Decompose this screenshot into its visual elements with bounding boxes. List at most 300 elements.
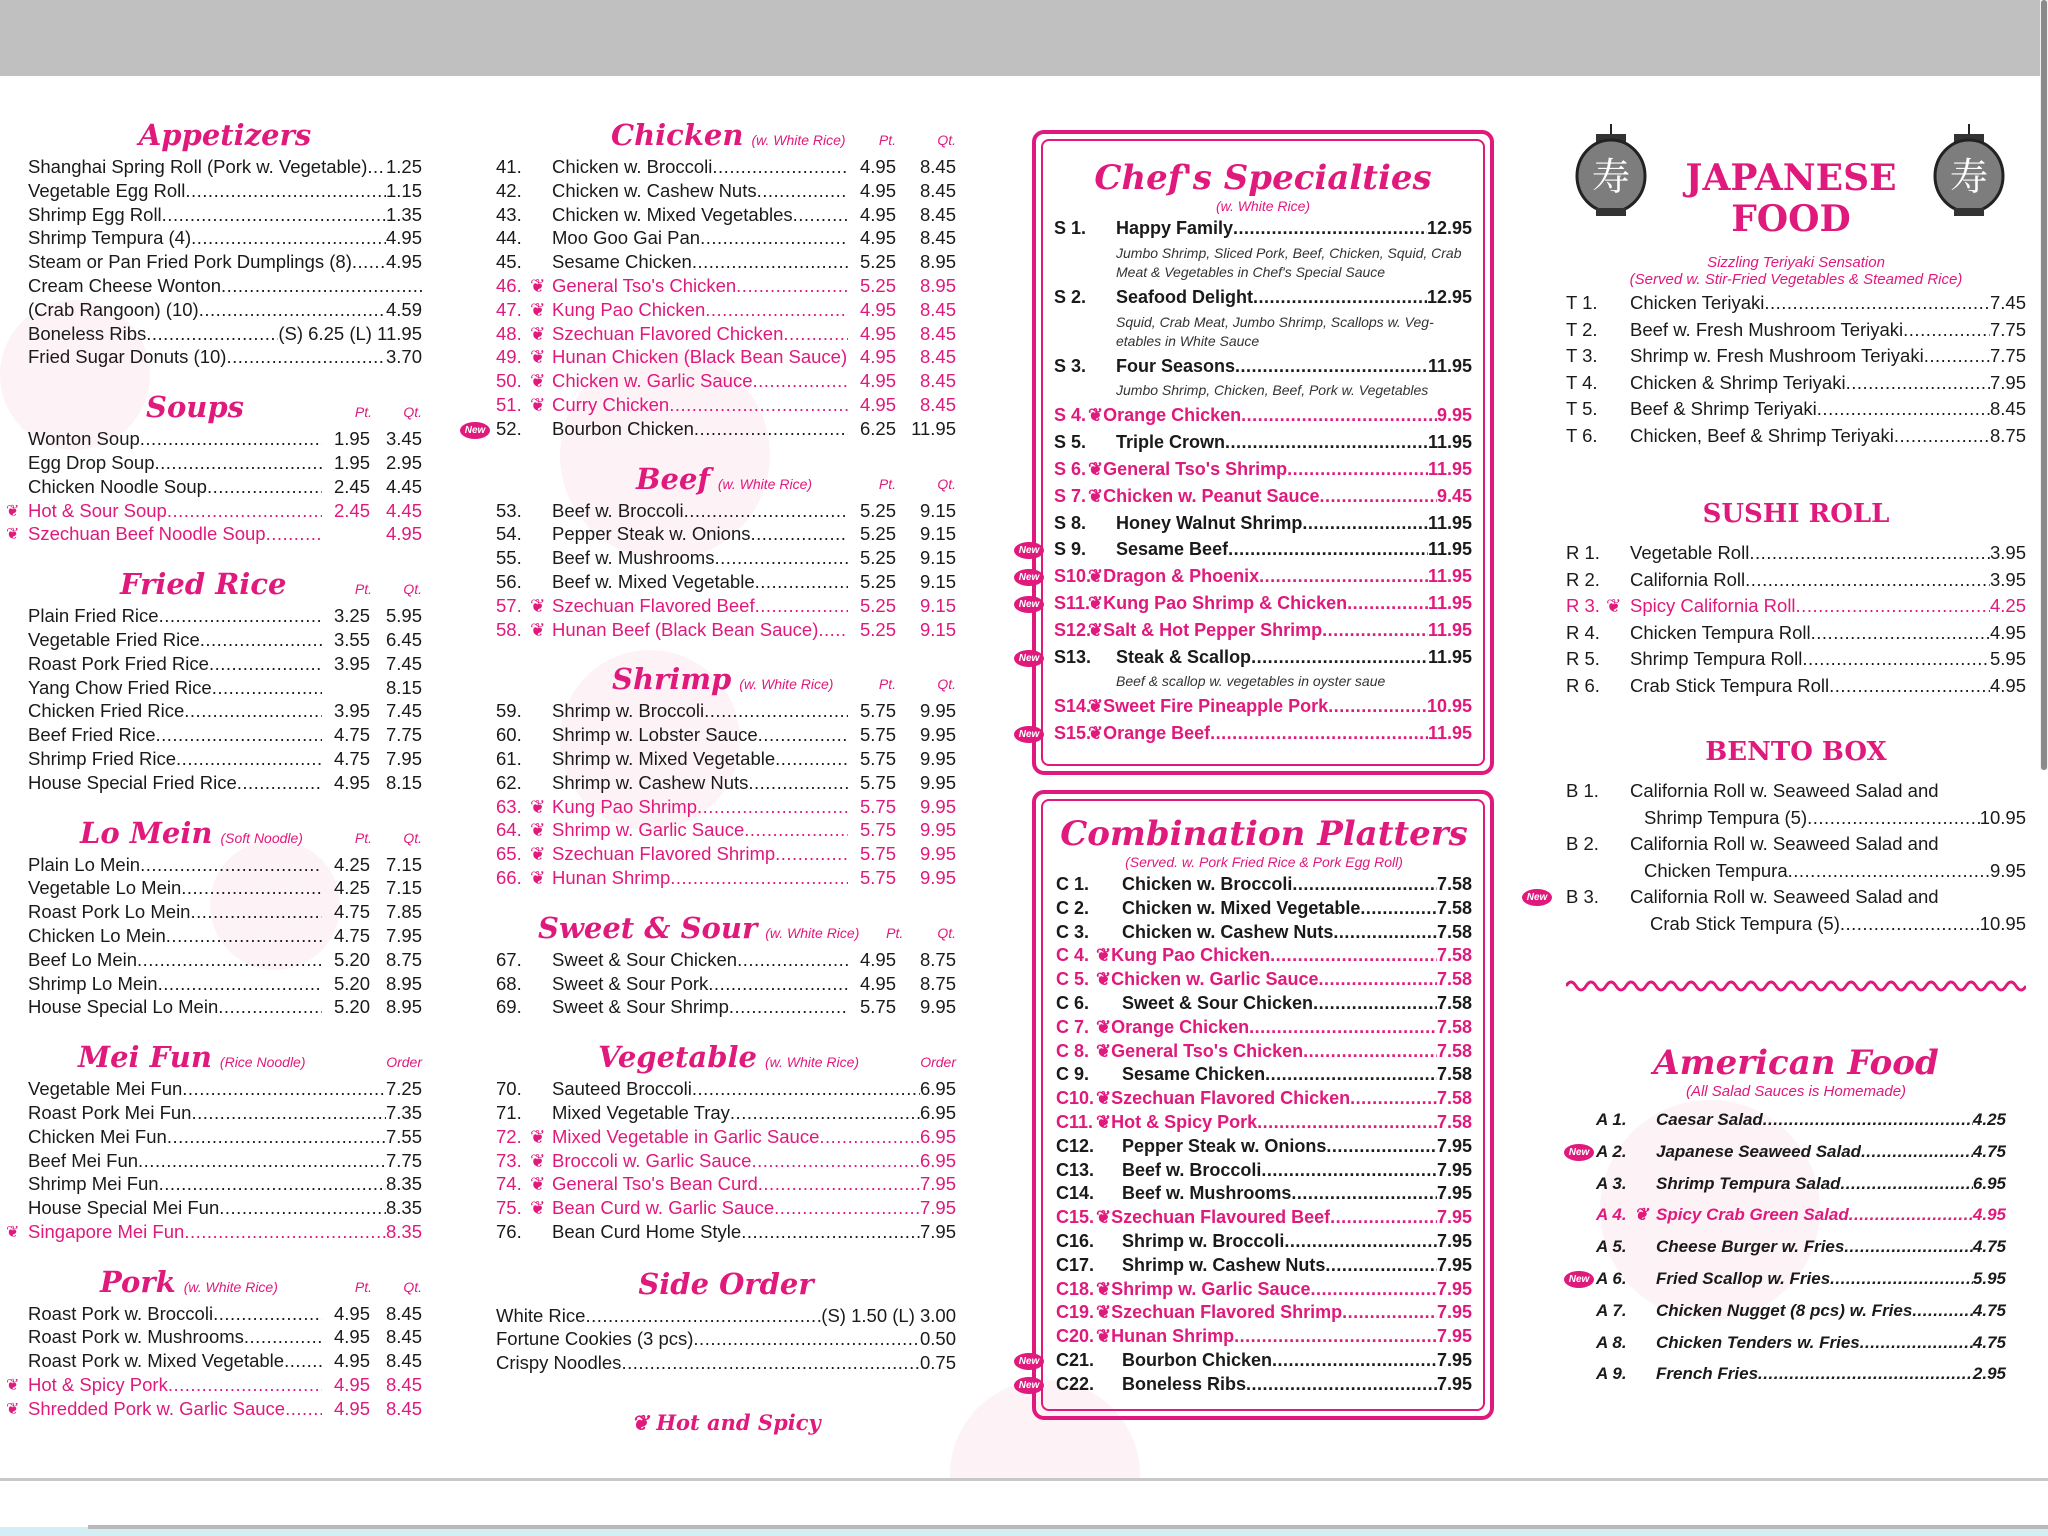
- new-badge: New: [1522, 889, 1552, 906]
- item-name-cont: Shrimp Tempura (5): [1644, 806, 1808, 828]
- leader-dots: [1234, 1326, 1437, 1347]
- menu-item[interactable]: [28, 299, 422, 323]
- menu-item[interactable]: [496, 973, 956, 997]
- item-price: 7.58: [1436, 1040, 1472, 1061]
- item-name: Hot & Spicy Pork: [28, 1374, 168, 1396]
- menu-item[interactable]: [1056, 1017, 1472, 1041]
- menu-item[interactable]: [28, 901, 422, 925]
- leader-dots: [1259, 566, 1428, 587]
- item-name: Shrimp w. Garlic Sauce: [1111, 1278, 1311, 1299]
- menu-item[interactable]: [1566, 1205, 2026, 1237]
- menu-item[interactable]: [1566, 1364, 2026, 1396]
- item-name: Chicken w. Mixed Vegetables: [552, 203, 793, 225]
- qt-header: Qt.: [403, 581, 422, 598]
- menu-item[interactable]: [496, 1352, 956, 1376]
- menu-item[interactable]: [496, 227, 956, 251]
- menu-item[interactable]: [1018, 592, 1472, 620]
- item-price-qt: 7.15: [385, 877, 422, 899]
- item-number: 71.: [496, 1101, 522, 1123]
- menu-item[interactable]: [1054, 218, 1472, 245]
- hot-pepper-icon: ❦: [530, 866, 546, 888]
- leader-dots: [158, 973, 322, 995]
- section-title: American Food: [1653, 1043, 1939, 1083]
- item-price-qt: 2.95: [385, 451, 422, 473]
- menu-item[interactable]: [6, 523, 422, 547]
- menu-item[interactable]: [1566, 1301, 2026, 1333]
- menu-item[interactable]: [1566, 1142, 2026, 1174]
- menu-item[interactable]: [6, 1220, 422, 1245]
- item-price: 11.95: [1427, 512, 1472, 533]
- menu-item[interactable]: [1566, 569, 2026, 596]
- leader-dots: [184, 700, 322, 722]
- item-price-qt: 9.15: [919, 499, 956, 521]
- menu-item[interactable]: [28, 629, 422, 653]
- hot-pepper-icon: ❦: [1096, 1326, 1112, 1347]
- menu-item[interactable]: [1056, 1231, 1472, 1255]
- menu-item[interactable]: [28, 724, 422, 748]
- japanese-food-title: [1656, 158, 1926, 241]
- item-price-pt: 4.95: [333, 1350, 370, 1372]
- leader-dots: [1841, 1174, 1973, 1194]
- menu-item[interactable]: [496, 748, 956, 772]
- leader-dots: [237, 772, 322, 794]
- leader-dots: [1233, 218, 1427, 239]
- hot-pepper-icon: ❦: [1606, 595, 1622, 617]
- menu-item[interactable]: [28, 156, 422, 180]
- menu-item[interactable]: [28, 854, 422, 878]
- leader-dots: [705, 299, 848, 321]
- menu-item[interactable]: [496, 204, 956, 228]
- menu-item[interactable]: [28, 949, 422, 973]
- hot-pepper-icon: ❦: [6, 1400, 20, 1418]
- leader-dots: [1325, 1255, 1437, 1276]
- menu-item[interactable]: [1056, 874, 1472, 898]
- leader-dots: [1235, 356, 1428, 377]
- item-price: 7.95: [1436, 1349, 1472, 1370]
- leader-dots: [209, 653, 322, 675]
- item-name: Shrimp w. Broccoli: [552, 700, 705, 722]
- menu-item[interactable]: [1566, 319, 2026, 346]
- item-name: Beef Mei Fun: [28, 1149, 139, 1171]
- leader-dots: [1328, 696, 1427, 717]
- hot-pepper-icon: ❦: [530, 274, 546, 296]
- hot-pepper-icon: ❦: [6, 1223, 20, 1241]
- pt-header: Pt.: [878, 676, 896, 693]
- item-price-pt: 5.75: [859, 724, 896, 746]
- section-title: Chef's Specialties: [1094, 158, 1432, 198]
- menu-item[interactable]: [28, 251, 422, 275]
- leader-dots: [729, 996, 848, 1018]
- item-price-pt: 6.25: [859, 417, 896, 439]
- menu-item[interactable]: [28, 677, 422, 701]
- menu-item[interactable]: [496, 1102, 956, 1126]
- leader-dots: [207, 476, 322, 498]
- hot-pepper-icon: ❦: [530, 370, 546, 392]
- menu-item[interactable]: [1566, 542, 2026, 569]
- leader-dots: [758, 724, 848, 746]
- item-price: 7.95: [1436, 1183, 1472, 1204]
- item-number: B 1.: [1566, 780, 1599, 801]
- menu-item[interactable]: [28, 1150, 422, 1174]
- menu-item[interactable]: [496, 180, 956, 204]
- menu-item-cont: [1566, 807, 2026, 834]
- menu-item[interactable]: [28, 877, 422, 901]
- leader-dots: [783, 323, 848, 345]
- menu-item[interactable]: [1566, 372, 2026, 399]
- item-price-qt: 9.95: [919, 843, 956, 865]
- menu-item[interactable]: [28, 1326, 422, 1350]
- item-name-cont: Chicken Tempura: [1644, 859, 1788, 881]
- menu-item[interactable]: [28, 772, 422, 796]
- leader-dots: [176, 748, 322, 770]
- menu-item[interactable]: [1056, 1160, 1472, 1184]
- menu-item[interactable]: [1566, 345, 2026, 372]
- item-number: S11.: [1054, 592, 1091, 613]
- menu-item[interactable]: [496, 1305, 956, 1329]
- menu-item[interactable]: [1054, 432, 1472, 459]
- item-name: Plain Lo Mein: [28, 853, 141, 875]
- menu-item[interactable]: [496, 346, 956, 370]
- item-name: Beef w. Broccoli: [552, 499, 684, 521]
- item-number: S 2.: [1054, 286, 1087, 307]
- leader-dots: [750, 523, 848, 545]
- menu-item[interactable]: [1056, 993, 1472, 1017]
- menu-item[interactable]: [1018, 646, 1472, 674]
- item-price-qt: 9.95: [919, 771, 956, 793]
- item-number: T 5.: [1566, 398, 1598, 420]
- hot-pepper-icon: ❦: [530, 795, 546, 817]
- menu-item[interactable]: [496, 1197, 956, 1221]
- lantern-icon: [1574, 124, 1648, 224]
- menu-item[interactable]: [1566, 1110, 2026, 1142]
- menu-item[interactable]: [1018, 539, 1472, 566]
- menu-item[interactable]: [1056, 1064, 1472, 1088]
- pt-header: Pt.: [886, 924, 904, 941]
- column-1: [6, 118, 422, 1422]
- item-name: Cream Cheese Wonton: [28, 274, 221, 296]
- menu-item[interactable]: [28, 1303, 422, 1327]
- menu-item[interactable]: [1018, 723, 1472, 750]
- menu-item[interactable]: [1566, 833, 2026, 860]
- item-price: 11.95: [1427, 723, 1472, 744]
- lantern-glyph: 寿: [1949, 155, 1989, 199]
- item-price: 10.95: [1426, 696, 1472, 717]
- menu-item[interactable]: [1054, 356, 1472, 383]
- menu-item[interactable]: [6, 1374, 422, 1398]
- menu-item[interactable]: [28, 275, 422, 299]
- menu-item[interactable]: [28, 1126, 422, 1150]
- menu-item[interactable]: [496, 547, 956, 571]
- menu-item[interactable]: [496, 299, 956, 323]
- leader-dots: [741, 1221, 920, 1243]
- menu-item[interactable]: [1054, 287, 1472, 314]
- menu-item[interactable]: [1054, 486, 1472, 513]
- item-number: 72.: [496, 1125, 522, 1147]
- item-name: Boneless Ribs: [28, 322, 147, 344]
- menu-item[interactable]: [496, 772, 956, 796]
- item-price-pt: 4.95: [333, 1326, 370, 1348]
- pt-header: Pt.: [354, 581, 372, 598]
- menu-item[interactable]: [496, 275, 956, 299]
- section-note: (w. White Rice): [739, 676, 834, 693]
- item-number: S15.: [1054, 723, 1092, 744]
- menu-item[interactable]: [28, 605, 422, 629]
- menu-item[interactable]: [496, 1173, 956, 1197]
- menu-item[interactable]: [1056, 1255, 1472, 1279]
- item-name: Chicken Teriyaki: [1630, 292, 1765, 313]
- item-number: 50.: [496, 370, 522, 392]
- item-number: C14.: [1056, 1183, 1095, 1204]
- item-name: Shrimp Tempura Roll: [1630, 648, 1803, 670]
- menu-item[interactable]: [1566, 595, 2026, 622]
- item-number: C 8.: [1056, 1040, 1090, 1061]
- menu-item[interactable]: [28, 748, 422, 772]
- menu-item[interactable]: [496, 843, 956, 867]
- menu-item[interactable]: [28, 180, 422, 204]
- menu-item[interactable]: [28, 1078, 422, 1102]
- menu-item[interactable]: [496, 619, 956, 643]
- menu-item[interactable]: [1054, 513, 1472, 540]
- item-name: Seafood Delight: [1116, 286, 1254, 307]
- item-name: Szechuan Flavored Chicken: [552, 322, 784, 344]
- menu-item[interactable]: [28, 1173, 422, 1197]
- item-name: Shrimp w. Cashew Nuts: [1122, 1254, 1326, 1275]
- item-price-qt: 8.45: [919, 346, 956, 368]
- item-price-qt: 8.45: [385, 1326, 422, 1348]
- menu-item[interactable]: [496, 700, 956, 724]
- hot-pepper-icon: ❦: [530, 1173, 546, 1195]
- menu-item[interactable]: [1566, 648, 2026, 675]
- menu-item[interactable]: [1054, 620, 1472, 647]
- menu-item[interactable]: [1566, 675, 2026, 702]
- hot-pepper-icon: ❦: [1096, 1302, 1112, 1323]
- menu-item[interactable]: [1566, 292, 2026, 319]
- section-title: Appetizers: [138, 118, 312, 152]
- menu-item[interactable]: [28, 428, 422, 452]
- menu-item[interactable]: [496, 500, 956, 524]
- item-name: Chicken & Shrimp Teriyaki: [1630, 371, 1846, 393]
- menu-item[interactable]: [1056, 969, 1472, 993]
- leader-dots: [1302, 513, 1428, 534]
- item-price-pt: 5.25: [859, 499, 896, 521]
- item-name: House Special Lo Mein: [28, 996, 219, 1018]
- item-name: Roast Pork w. Broccoli: [28, 1302, 214, 1324]
- menu-item[interactable]: [1056, 1041, 1472, 1065]
- menu-item[interactable]: [1018, 1349, 1472, 1374]
- leader-dots: [226, 346, 386, 368]
- leader-dots: [266, 523, 322, 545]
- bottom-bar: [0, 1478, 2048, 1536]
- menu-item[interactable]: [496, 1221, 956, 1245]
- menu-item[interactable]: [1566, 1333, 2026, 1365]
- menu-item[interactable]: [6, 1397, 422, 1422]
- menu-item[interactable]: [28, 452, 422, 476]
- section-note: (w. White Rice): [751, 132, 846, 148]
- qt-header: Qt.: [937, 475, 956, 492]
- section-title: Vegetable: [598, 1040, 757, 1075]
- item-number: 63.: [496, 795, 522, 817]
- menu-item[interactable]: [496, 1126, 956, 1150]
- menu-item[interactable]: [1056, 1136, 1472, 1160]
- item-name: Cheese Burger w. Fries: [1656, 1237, 1845, 1257]
- menu-item[interactable]: [28, 925, 422, 949]
- item-price: 7.95: [1436, 1326, 1472, 1347]
- wavy-divider: [1566, 976, 2026, 996]
- menu-item[interactable]: [1566, 1237, 2026, 1269]
- menu-item[interactable]: [496, 819, 956, 843]
- menu-item[interactable]: [496, 1328, 956, 1352]
- leader-dots: [748, 772, 848, 794]
- menu-item[interactable]: [28, 346, 422, 370]
- menu-item[interactable]: [1056, 1279, 1472, 1303]
- menu-item[interactable]: [496, 523, 956, 547]
- menu-item[interactable]: [28, 1102, 422, 1126]
- menu-item[interactable]: [1056, 1088, 1472, 1112]
- menu-item[interactable]: [1566, 622, 2026, 649]
- menu-item[interactable]: [1056, 898, 1472, 922]
- item-number: 44.: [496, 227, 522, 249]
- item-number: C22.: [1056, 1373, 1095, 1394]
- menu-item[interactable]: [28, 973, 422, 997]
- item-price: 8.45: [1989, 398, 2026, 420]
- item-number: 48.: [496, 322, 522, 344]
- item-price: 7.75: [1989, 345, 2026, 367]
- item-price: 7.95: [1436, 1207, 1472, 1228]
- item-name: General Tso's Chicken: [552, 274, 737, 296]
- menu-item[interactable]: [28, 1197, 422, 1221]
- menu-item[interactable]: [496, 996, 956, 1020]
- leader-dots: [697, 796, 848, 818]
- menu-item[interactable]: [1566, 1269, 2026, 1301]
- menu-item[interactable]: [1018, 566, 1472, 593]
- leader-dots: [1749, 542, 1990, 564]
- item-price-qt: 4.45: [385, 499, 422, 521]
- item-name: Roast Pork w. Mixed Vegetable: [28, 1350, 285, 1372]
- leader-dots: [744, 819, 848, 841]
- menu-item[interactable]: [1056, 945, 1472, 969]
- item-price-pt: 5.25: [859, 274, 896, 296]
- item-name: Shrimp w. Broccoli: [1122, 1230, 1285, 1251]
- item-name: Chicken w. Garlic Sauce: [552, 370, 753, 392]
- menu-item[interactable]: [28, 653, 422, 677]
- leader-dots: [218, 996, 322, 1018]
- menu-item[interactable]: [496, 323, 956, 347]
- menu-item[interactable]: [496, 1078, 956, 1102]
- item-price-pt: 5.25: [859, 594, 896, 616]
- menu-item[interactable]: [28, 476, 422, 500]
- scrollbar[interactable]: [2040, 0, 2048, 770]
- item-price-qt: 9.15: [919, 618, 956, 640]
- menu-item[interactable]: [496, 156, 956, 180]
- leader-dots: [285, 1398, 322, 1420]
- menu-item[interactable]: [28, 204, 422, 228]
- item-name: Beef w. Broccoli: [1122, 1159, 1262, 1180]
- item-number: C 1.: [1056, 874, 1090, 894]
- menu-item[interactable]: [1566, 398, 2026, 425]
- item-price: 7.95: [1436, 1159, 1472, 1180]
- item-price: 2.95: [1972, 1364, 2006, 1384]
- menu-item[interactable]: [28, 227, 422, 251]
- item-number: 55.: [496, 547, 522, 569]
- menu-item[interactable]: [1056, 1112, 1472, 1136]
- item-name: Pepper Steak w. Onions: [1122, 1135, 1327, 1156]
- item-name: Shrimp w. Garlic Sauce: [552, 819, 745, 841]
- menu-item[interactable]: [1566, 1174, 2026, 1206]
- leader-dots: [758, 1173, 920, 1195]
- menu-item[interactable]: [28, 996, 422, 1020]
- item-price-pt: 1.95: [333, 451, 370, 473]
- menu-item[interactable]: [1054, 696, 1472, 723]
- leader-dots: [1924, 345, 1990, 367]
- leader-dots: [167, 500, 322, 522]
- item-number: 67.: [496, 948, 522, 970]
- menu-item[interactable]: [1054, 459, 1472, 486]
- leader-dots: [1811, 622, 1990, 644]
- item-number: C 5.: [1056, 969, 1090, 990]
- item-price: 4.25: [1989, 595, 2026, 617]
- menu-item[interactable]: [496, 394, 956, 418]
- menu-item[interactable]: [496, 571, 956, 595]
- menu-item[interactable]: [464, 417, 956, 442]
- item-number: C17.: [1056, 1254, 1095, 1275]
- menu-item[interactable]: [28, 1350, 422, 1374]
- menu-item[interactable]: [1056, 1183, 1472, 1207]
- menu-item[interactable]: [1054, 405, 1472, 432]
- menu-item[interactable]: [1018, 1373, 1472, 1398]
- item-number: C20.: [1056, 1326, 1095, 1347]
- item-price: 7.58: [1436, 1064, 1472, 1085]
- item-price: 3.70: [385, 346, 422, 368]
- leader-dots: [140, 428, 322, 450]
- menu-item[interactable]: [6, 499, 422, 524]
- menu-item[interactable]: [496, 595, 956, 619]
- menu-item[interactable]: [496, 724, 956, 748]
- item-price: 5.95: [1972, 1268, 2006, 1288]
- scrollbar-thumb[interactable]: [2041, 0, 2047, 770]
- menu-item[interactable]: [1056, 1302, 1472, 1326]
- menu-item[interactable]: [28, 323, 422, 347]
- menu-item[interactable]: [496, 796, 956, 820]
- menu-item[interactable]: [1056, 1326, 1472, 1350]
- hot-pepper-icon: ❦: [1088, 458, 1104, 479]
- new-badge: New: [1014, 569, 1044, 586]
- hot-pepper-icon: ❦: [1088, 696, 1104, 717]
- item-price: 4.95: [385, 251, 422, 273]
- item-price-qt: 8.95: [385, 996, 422, 1018]
- item-price: 11.95: [1427, 592, 1472, 613]
- menu-item[interactable]: [496, 949, 956, 973]
- menu-item[interactable]: [1056, 1207, 1472, 1231]
- item-name: Happy Family: [1116, 218, 1234, 238]
- menu-item[interactable]: [1526, 886, 2026, 913]
- item-price: 0.50: [919, 1328, 956, 1350]
- menu-item[interactable]: [496, 1150, 956, 1174]
- menu-item[interactable]: [1566, 780, 2026, 807]
- item-price-qt: 8.45: [385, 1302, 422, 1324]
- pt-header: Pt.: [878, 132, 896, 148]
- leader-dots: [1764, 292, 1990, 314]
- leader-dots: [1360, 898, 1437, 919]
- lantern-icon: [1932, 124, 2006, 224]
- item-description: etables in White Sauce: [1116, 332, 1260, 349]
- menu-item[interactable]: [28, 700, 422, 724]
- menu-item[interactable]: [1566, 425, 2026, 452]
- menu-item[interactable]: [496, 251, 956, 275]
- item-name: Orange Chicken: [1103, 405, 1242, 426]
- menu-item[interactable]: [496, 370, 956, 394]
- menu-item[interactable]: [496, 867, 956, 891]
- menu-item[interactable]: [1056, 922, 1472, 946]
